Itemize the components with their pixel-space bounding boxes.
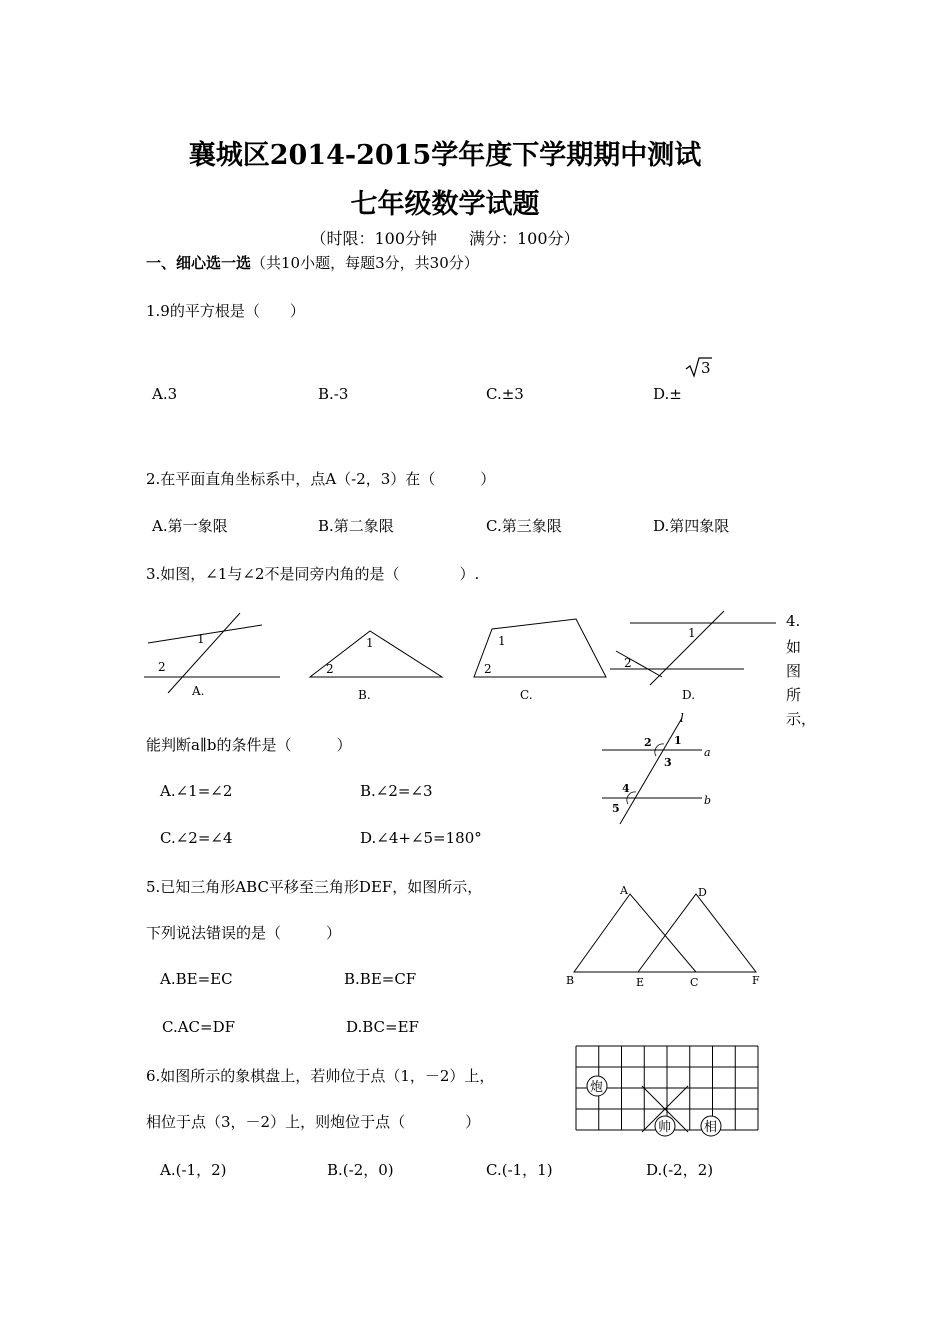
q5-option-d: D.BC=EF — [346, 1018, 419, 1036]
exam-meta: （时限：100分钟 满分：100分） — [310, 229, 580, 248]
q4-angle-4: 4 — [622, 782, 630, 795]
sqrt-radicand: 3 — [701, 359, 711, 377]
q4-angle-5: 5 — [612, 802, 620, 815]
q5-label-a: A — [620, 884, 628, 897]
page-subtitle: 七年级数学试题 — [350, 189, 540, 220]
q4-label-a: a — [704, 746, 711, 759]
section-heading — [146, 252, 479, 273]
q4-stem-v3: 图 — [786, 662, 802, 680]
q3-figure-b — [310, 631, 442, 702]
q3-b-angle-2: 2 — [326, 662, 334, 676]
piece-xiang — [701, 1116, 721, 1136]
q4-stem-v4: 所 — [786, 686, 802, 704]
q6-stem-1: 6.如图所示的象棋盘上，若帅位于点（1，－2）上， — [146, 1067, 495, 1085]
q6-option-c: C.(-1，1) — [486, 1161, 553, 1179]
page-title: 襄城区2014-2015学年度下学期期中测试 — [188, 140, 702, 171]
q5-option-a: A.BE=EC — [160, 970, 233, 988]
q4-option-d: D.∠4+∠5=180° — [360, 829, 482, 847]
q3-figure-c — [474, 619, 606, 702]
section-title: 一、细心选一选 — [146, 254, 252, 272]
q3-stem: 3.如图，∠1与∠2不是同旁内角的是（ ）. — [146, 565, 480, 583]
q4-stem: 能判断a∥b的条件是（ ） — [146, 736, 352, 754]
q3-a-angle-2: 2 — [158, 660, 166, 674]
piece-pao — [587, 1076, 607, 1096]
q5-stem-1: 5.已知三角形ABC平移至三角形DEF，如图所示， — [146, 878, 483, 896]
q1-option-d: D.± — [653, 385, 682, 403]
q2-option-c: C.第三象限 — [486, 517, 562, 535]
q4-option-b: B.∠2=∠3 — [360, 782, 433, 800]
q4-stem-v2: 如 — [786, 638, 802, 656]
q4-figure — [598, 708, 718, 828]
q5-option-c: C.AC=DF — [162, 1018, 236, 1036]
q5-figure — [560, 880, 770, 990]
q4-option-a: A.∠1=∠2 — [160, 782, 233, 800]
q6-stem-2: 相位于点（3，－2）上，则炮位于点（ ） — [146, 1113, 481, 1131]
q3-label-a: A. — [192, 684, 205, 698]
q4-stem-v1: 4. — [786, 612, 801, 630]
q5-stem-2: 下列说法错误的是（ ） — [146, 924, 342, 942]
q2-option-d: D.第四象限 — [653, 517, 730, 535]
q3-c-angle-2: 2 — [484, 662, 492, 676]
q3-a-angle-1: 1 — [197, 632, 205, 646]
q6-chessboard — [574, 1044, 764, 1140]
q5-label-b: B — [566, 974, 575, 987]
q3-b-angle-1: 1 — [366, 636, 374, 650]
q3-figures — [140, 605, 780, 710]
svg-text:炮: 炮 — [590, 1080, 604, 1095]
q5-label-c: C — [690, 976, 699, 989]
q5-option-b: B.BE=CF — [344, 970, 417, 988]
q4-label-l: l — [680, 711, 684, 725]
q4-label-b: b — [704, 794, 712, 807]
q2-option-b: B.第二象限 — [318, 517, 394, 535]
q4-angle-1: 1 — [674, 734, 682, 747]
q5-label-d: D — [698, 886, 707, 899]
q1-stem: 1.9的平方根是（ ） — [146, 302, 305, 320]
q3-figure-d — [610, 611, 776, 702]
q1-option-a: A.3 — [152, 385, 178, 403]
q3-label-b: B. — [358, 688, 371, 702]
q6-option-d: D.(-2，2) — [646, 1161, 714, 1179]
q3-figure-a — [144, 613, 280, 698]
q6-option-b: B.(-2，0) — [327, 1161, 394, 1179]
q3-c-angle-1: 1 — [498, 634, 506, 648]
q4-angle-2: 2 — [644, 736, 652, 749]
q2-option-a: A.第一象限 — [152, 517, 228, 535]
q4-stem-v5: 示， — [786, 710, 817, 728]
svg-text:相: 相 — [704, 1120, 718, 1135]
piece-shuai — [655, 1116, 675, 1136]
q2-stem: 2.在平面直角坐标系中，点A（-2，3）在（ ） — [146, 470, 496, 488]
q3-label-c: C. — [520, 688, 533, 702]
section-note: （共10小题，每题3分，共30分） — [251, 254, 479, 272]
q3-d-angle-1: 1 — [688, 626, 696, 640]
q3-d-angle-2: 2 — [624, 656, 632, 670]
q1-option-c: C.±3 — [486, 385, 524, 403]
q5-label-e: E — [636, 976, 645, 989]
svg-text:帅: 帅 — [658, 1120, 672, 1135]
q4-angle-3: 3 — [664, 756, 672, 769]
q1-option-b: B.-3 — [318, 385, 349, 403]
q6-option-a: A.(-1，2) — [160, 1161, 227, 1179]
q3-label-d: D. — [682, 688, 696, 702]
q4-option-c: C.∠2=∠4 — [160, 829, 233, 847]
sqrt-icon — [684, 354, 714, 380]
q5-label-f: F — [752, 974, 760, 987]
